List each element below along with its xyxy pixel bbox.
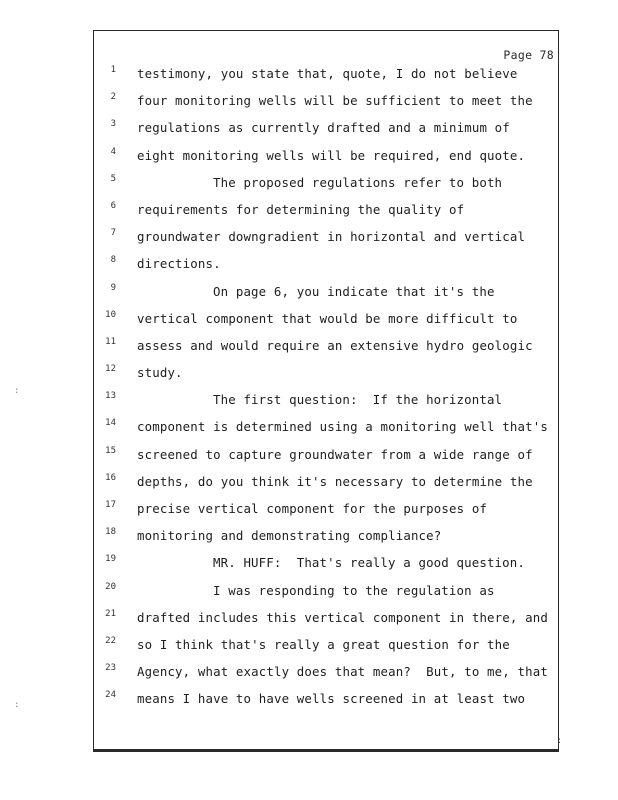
line-number: 14 xyxy=(105,418,116,429)
transcript-line xyxy=(0,64,618,91)
transcript-line xyxy=(0,417,618,444)
line-number: 15 xyxy=(105,445,116,456)
line-number: 12 xyxy=(105,364,116,375)
line-text: means I have to have wells screened in at least two xyxy=(137,691,526,707)
transcript-line xyxy=(0,91,618,118)
line-text: so I think that's really a great question for the xyxy=(137,636,510,652)
line-text: assess and would require an extensive hydro geologic xyxy=(137,337,533,353)
transcript-line xyxy=(0,635,618,662)
line-number: 22 xyxy=(105,635,116,646)
transcript-line xyxy=(0,553,618,580)
corner-scan-mark: : xyxy=(556,736,562,746)
line-number: 19 xyxy=(105,554,116,565)
line-text: precise vertical component for the purposes of xyxy=(137,501,488,516)
line-number: 20 xyxy=(105,581,116,592)
line-number: 17 xyxy=(105,500,116,510)
line-number: 8 xyxy=(110,255,116,266)
margin-scan-mark: : xyxy=(14,386,20,396)
line-text: The first question: If the horizontal xyxy=(213,392,503,408)
transcript-line xyxy=(0,173,618,200)
transcript-line xyxy=(0,309,618,336)
line-number: 9 xyxy=(110,282,116,293)
transcript-line xyxy=(0,254,618,281)
line-text: monitoring and demonstrating compliance? xyxy=(137,528,442,544)
transcript-line xyxy=(0,689,618,716)
transcript-line xyxy=(0,146,618,173)
line-text: requirements for determining the quality of xyxy=(137,201,465,217)
transcript-line xyxy=(0,118,618,145)
line-text: depths, do you think it's necessary to determine the xyxy=(137,473,533,489)
line-number: 13 xyxy=(105,391,116,402)
transcript-line xyxy=(0,472,618,499)
line-text: On page 6, you indicate that it's the xyxy=(213,283,495,299)
line-text: regulations as currently drafted and a minimum of xyxy=(137,120,510,136)
transcript-line xyxy=(0,662,618,689)
line-number: 4 xyxy=(110,146,116,157)
transcript-line xyxy=(0,445,618,472)
line-number: 6 xyxy=(110,200,116,211)
line-number: 7 xyxy=(110,228,116,239)
line-text: directions. xyxy=(137,256,221,272)
line-number: 24 xyxy=(105,690,116,701)
line-text: four monitoring wells will be sufficient to meet the xyxy=(137,93,533,109)
line-text: testimony, you state that, quote, I do not believe xyxy=(137,66,518,81)
line-number: 10 xyxy=(105,309,116,320)
page-number: Page 78 xyxy=(503,48,554,62)
line-text: The proposed regulations refer to both xyxy=(213,174,503,190)
transcript-line xyxy=(0,499,618,526)
line-number: 23 xyxy=(105,663,116,674)
transcript-line xyxy=(0,336,618,363)
transcript-line xyxy=(0,608,618,635)
line-number: 21 xyxy=(105,608,116,619)
transcript-line xyxy=(0,200,618,227)
line-number: 2 xyxy=(110,92,116,103)
line-text: vertical component that would be more difficult to xyxy=(137,310,518,326)
transcript-line xyxy=(0,581,618,608)
line-number: 3 xyxy=(110,119,116,130)
line-text: screened to capture groundwater from a wide range of xyxy=(137,446,533,462)
margin-scan-mark: : xyxy=(14,700,20,710)
line-text: I was responding to the regulation as xyxy=(213,582,495,598)
line-number: 5 xyxy=(110,173,116,184)
line-text: drafted includes this vertical component in there, and xyxy=(137,609,548,625)
transcript-line xyxy=(0,282,618,309)
line-number: 16 xyxy=(105,472,116,483)
line-number: 1 xyxy=(110,65,116,75)
line-text: Agency, what exactly does that mean? But, to me, that xyxy=(137,664,548,680)
transcript-body xyxy=(0,64,618,717)
line-text: MR. HUFF: That's really a good question. xyxy=(213,555,526,571)
line-text: study. xyxy=(137,365,183,381)
line-text: component is determined using a monitoring well that's xyxy=(137,419,548,435)
transcript-line xyxy=(0,390,618,417)
line-number: 18 xyxy=(105,527,116,538)
transcript-line xyxy=(0,363,618,390)
line-text: groundwater downgradient in horizontal and vertical xyxy=(137,229,526,245)
transcript-line xyxy=(0,526,618,553)
line-text: eight monitoring wells will be required, end quote. xyxy=(137,147,526,163)
line-number: 11 xyxy=(105,336,116,347)
transcript-line xyxy=(0,227,618,254)
